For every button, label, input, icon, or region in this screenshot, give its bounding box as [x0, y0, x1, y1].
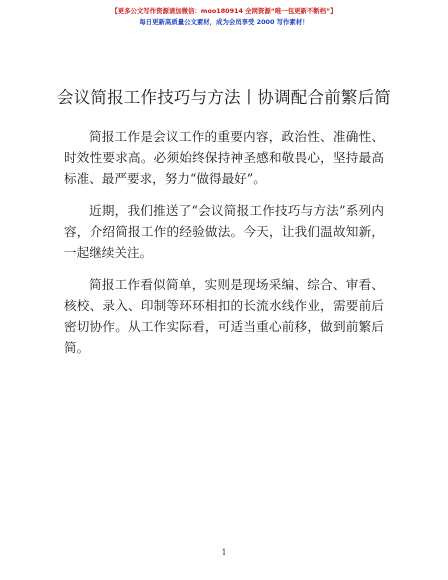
page-number: 1: [221, 548, 227, 557]
paragraph-1: 简报工作是会议工作的重要内容，政治性、准确性、时效性要求高。必须始终保持神圣感和敬畏心，坚持最高标准、最严要求，努力“做得最好”。: [64, 129, 384, 186]
paragraph-3: 简报工作看似简单，实则是现场采编、综合、审看、核校、录入、印制等环环相扣的长流水线作业，需要前后密切协作。从工作实际看，可适当重心前移，做到前繁后简。: [64, 277, 384, 355]
document-title: 会议简报工作技巧与方法丨协调配合前繁后简: [57, 88, 391, 107]
promo-banner-line1: 【更多公文写作资源请加微信：moo180914 全网资源“唯一包更新不断档”】: [111, 7, 337, 15]
paragraph-2: 近期，我们推送了“会议简报工作技巧与方法”系列内容，介绍简报工作的经验做法。今天，让我们温故知新，一起继续关注。: [64, 203, 384, 260]
document-body: [64, 126, 384, 369]
promo-banner-line2: 每日更新高质量公文素材，成为会员享受 2000 写作素材！: [139, 18, 309, 26]
promo-banner: [0, 6, 448, 28]
